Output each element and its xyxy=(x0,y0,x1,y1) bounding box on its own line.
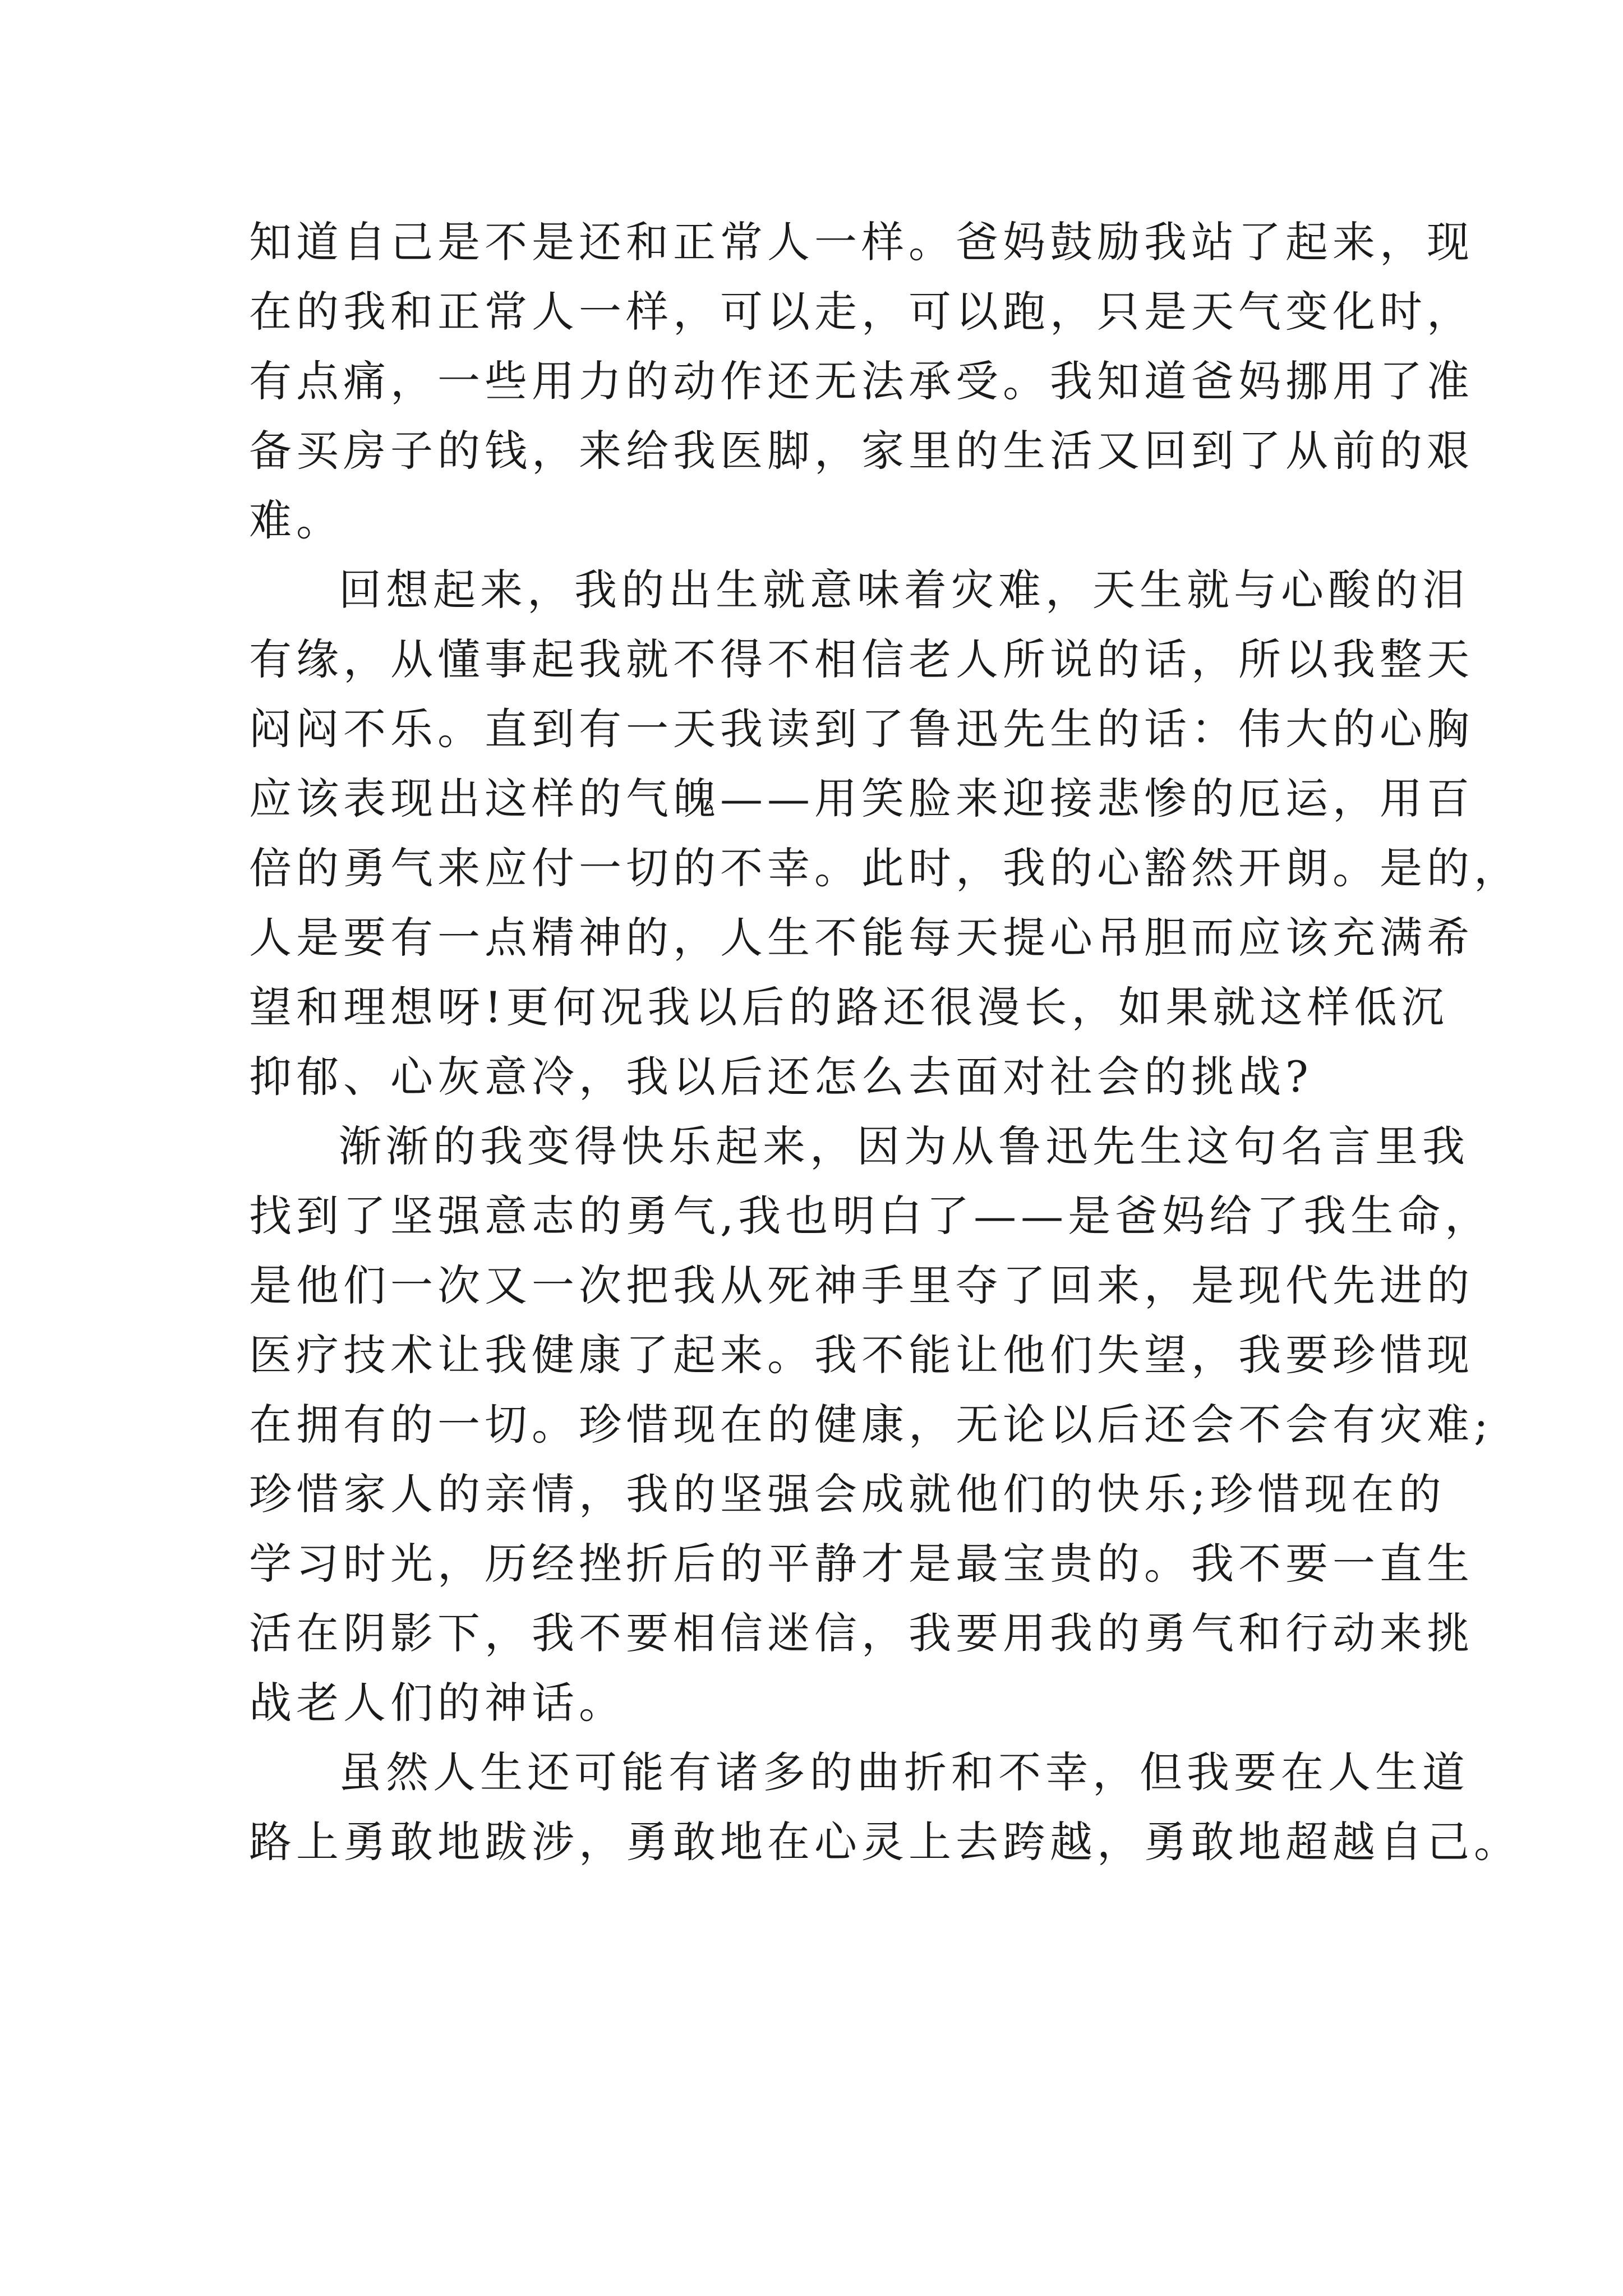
paragraph-first-line: 渐渐的我变得快乐起来，因为从鲁迅先生这句名言里我 xyxy=(339,1121,1469,1171)
text-line: 人是要有一点精神的，人生不能每天提心吊胆而应该充满希 xyxy=(249,913,1474,963)
text-line: 路上勇敢地跋涉，勇敢地在心灵上去跨越，勇敢地超越自己。 xyxy=(249,1817,1521,1867)
text-line: 难。 xyxy=(249,495,343,545)
text-line: 应该表现出这样的气魄——用笑脸来迎接悲惨的厄运，用百 xyxy=(249,774,1474,823)
text-line: 抑郁、心灰意冷，我以后还怎么去面对社会的挑战? xyxy=(249,1052,1313,1102)
text-line: 找到了坚强意志的勇气,我也明白了——是爸妈给了我生命， xyxy=(249,1191,1492,1241)
text-line: 有缘，从懂事起我就不得不相信老人所说的话，所以我整天 xyxy=(249,634,1474,684)
text-line: 有点痛，一些用力的动作还无法承受。我知道爸妈挪用了准 xyxy=(249,356,1474,406)
text-line: 在的我和正常人一样，可以走，可以跑，只是天气变化时， xyxy=(249,287,1474,337)
text-line: 医疗技术让我健康了起来。我不能让他们失望，我要珍惜现 xyxy=(249,1330,1474,1380)
text-line: 备买房子的钱，来给我医脚，家里的生活又回到了从前的艰 xyxy=(249,426,1474,476)
text-line: 知道自己是不是还和正常人一样。爸妈鼓励我站了起来，现 xyxy=(249,217,1474,267)
text-line: 闷闷不乐。直到有一天我读到了鲁迅先生的话：伟大的心胸 xyxy=(249,704,1474,754)
text-line: 珍惜家人的亲情，我的坚强会成就他们的快乐;珍惜现在的 xyxy=(249,1469,1446,1519)
text-line: 是他们一次又一次把我从死神手里夺了回来，是现代先进的 xyxy=(249,1260,1474,1310)
text-line: 战老人们的神话。 xyxy=(249,1678,626,1728)
text-line: 在拥有的一切。珍惜现在的健康，无论以后还会不会有灾难; xyxy=(249,1400,1493,1450)
paragraph-first-line: 回想起来，我的出生就意味着灾难，天生就与心酸的泪 xyxy=(339,565,1469,615)
text-line: 倍的勇气来应付一切的不幸。此时，我的心豁然开朗。是的， xyxy=(249,843,1521,893)
paragraph-first-line: 虽然人生还可能有诸多的曲折和不幸，但我要在人生道 xyxy=(339,1747,1469,1797)
essay-body xyxy=(249,208,1521,1877)
text-line: 望和理想呀!更何况我以后的路还很漫长，如果就这样低沉 xyxy=(249,982,1449,1032)
text-line: 学习时光，历经挫折后的平静才是最宝贵的。我不要一直生 xyxy=(249,1539,1474,1589)
text-line: 活在阴影下，我不要相信迷信，我要用我的勇气和行动来挑 xyxy=(249,1608,1474,1658)
